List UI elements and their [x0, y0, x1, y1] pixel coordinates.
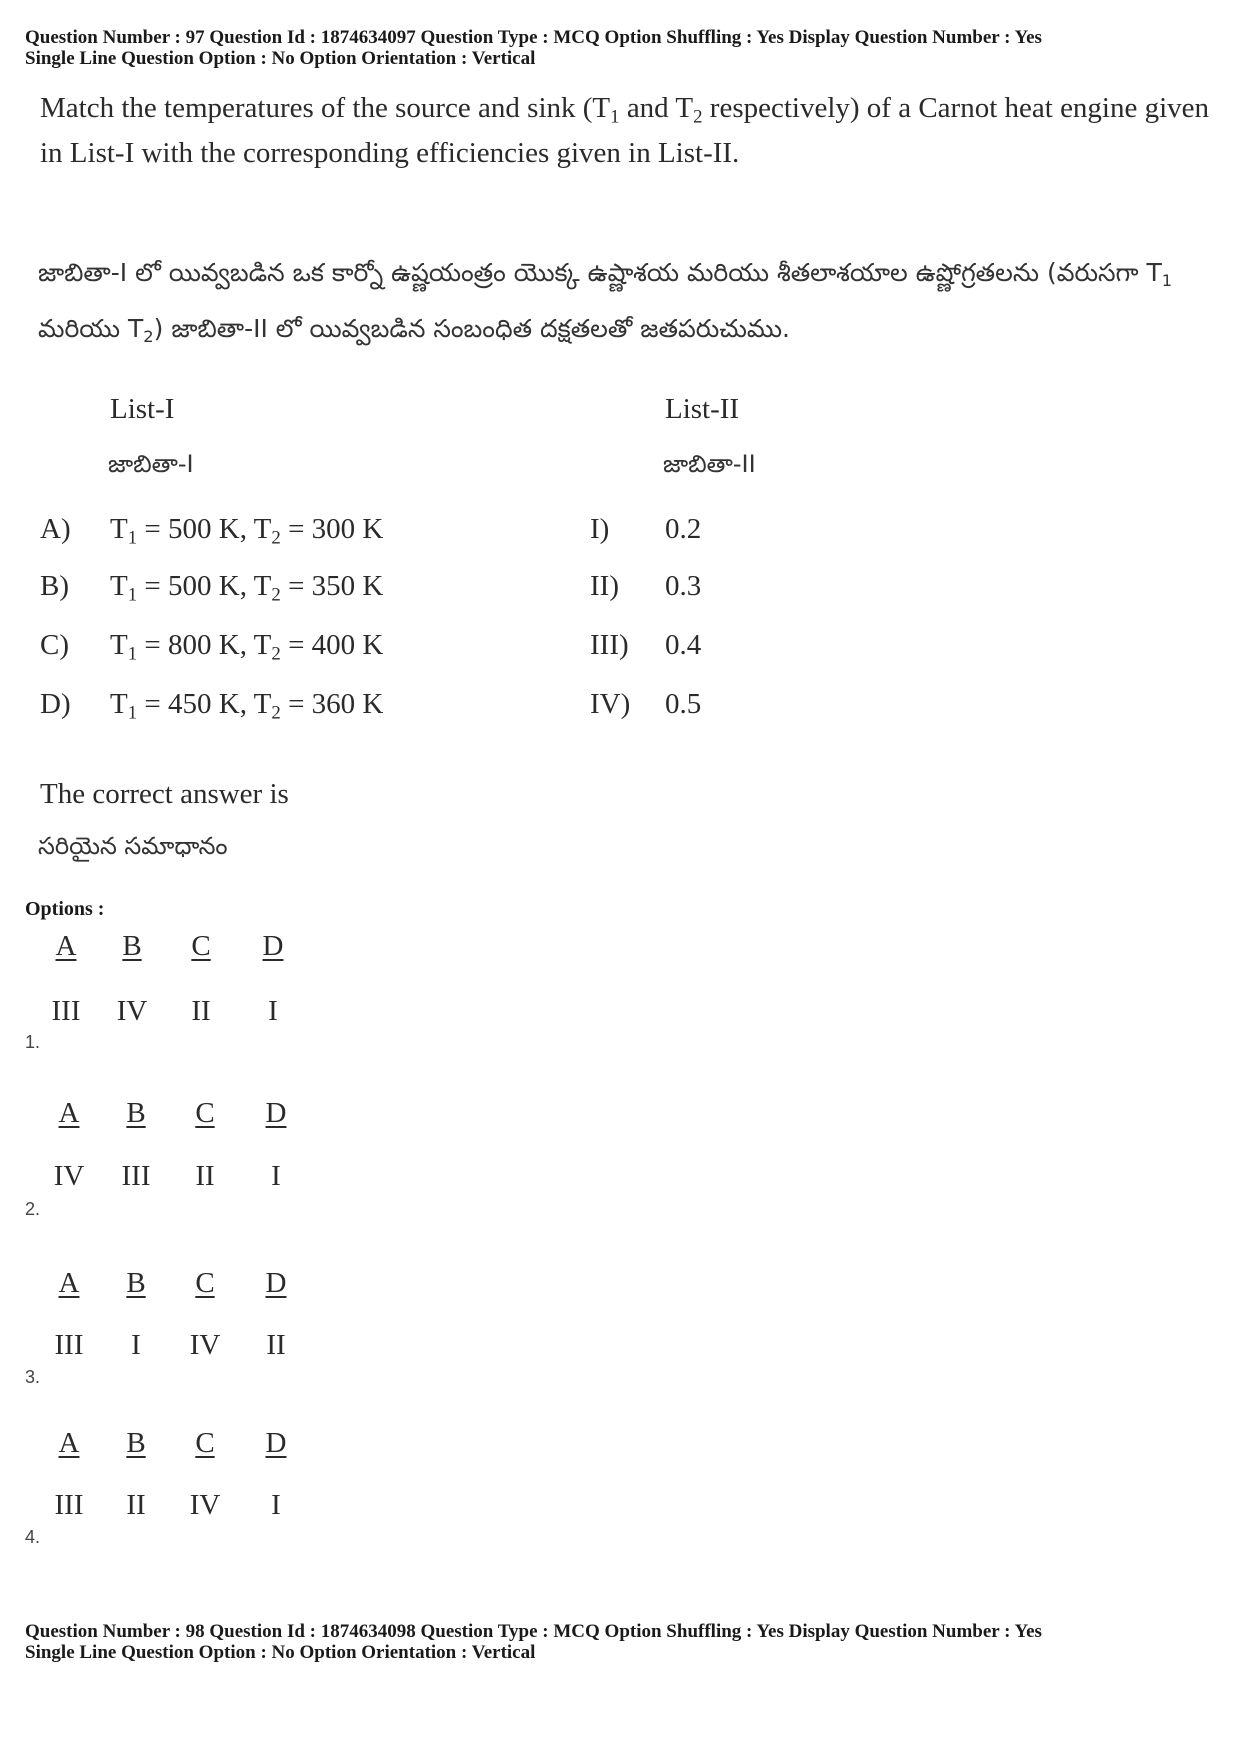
t2-value: = 360 K — [288, 688, 384, 720]
q-en-sub2: 2 — [693, 106, 703, 128]
option-4[interactable] — [0, 1427, 400, 1577]
option-value-d: I — [271, 1160, 281, 1192]
t1-sub: 1 — [127, 643, 138, 665]
row-temperatures — [110, 570, 384, 606]
answer-prompt-english: The correct answer is — [40, 778, 289, 810]
option-1[interactable] — [0, 930, 400, 1080]
t2-sub: 2 — [271, 643, 281, 665]
t-letter: T — [110, 570, 128, 602]
t2-sub: 2 — [271, 702, 281, 724]
option-value-a: III — [54, 1329, 84, 1361]
option-header-a: A — [58, 1267, 80, 1299]
q-te-part3: ) జాబితా-II లో యివ్వబడిన సంబంధిత దక్షతలతో జతపరుచుము. — [153, 314, 790, 343]
t1-value: = 500 K, T — [144, 570, 272, 602]
t-letter: T — [110, 688, 128, 720]
meta-line-2: Single Line Question Option : No Option Orientation : Vertical — [25, 48, 536, 69]
option-number: 3. — [25, 1367, 41, 1387]
option-header-a: A — [58, 1097, 80, 1129]
roman-label: IV) — [590, 688, 631, 720]
option-header-c: C — [195, 1097, 215, 1129]
option-header-b: B — [122, 930, 142, 962]
t2-value: = 400 K — [288, 629, 384, 661]
option-header-b: B — [126, 1097, 146, 1129]
option-header-c: C — [195, 1427, 215, 1459]
option-header-a: A — [55, 930, 77, 962]
efficiency-value: 0.2 — [665, 513, 702, 545]
option-header-d: D — [265, 1267, 287, 1299]
row-label: A) — [40, 513, 71, 545]
q-te-sub2: 2 — [143, 326, 154, 346]
option-value-b: I — [131, 1329, 141, 1361]
option-value-d: II — [266, 1329, 286, 1361]
option-header-b: B — [126, 1427, 146, 1459]
option-value-c: II — [191, 995, 211, 1027]
row-temperatures — [110, 629, 384, 665]
row-label: B) — [40, 570, 69, 602]
option-value-b: II — [126, 1489, 146, 1521]
roman-label: III) — [590, 629, 629, 661]
option-value-c: II — [195, 1160, 215, 1192]
roman-label: II) — [590, 570, 619, 602]
meta-line-2: Single Line Question Option : No Option Orientation : Vertical — [25, 1642, 536, 1663]
t2-sub: 2 — [271, 584, 281, 606]
option-value-c: IV — [189, 1489, 221, 1521]
options-label: Options : — [25, 898, 105, 920]
list2-title: List-II — [665, 393, 740, 425]
t1-value: = 500 K, T — [144, 513, 272, 545]
option-number: 4. — [25, 1527, 41, 1547]
list-row-d — [40, 688, 840, 728]
efficiency-value: 0.5 — [665, 688, 702, 720]
t2-sub: 2 — [271, 527, 281, 549]
row-label: C) — [40, 629, 69, 661]
question-meta-bottom — [25, 1621, 1042, 1663]
list2-title-telugu: జాబితా-II — [663, 450, 756, 478]
answer-prompt-telugu: సరియైన సమాధానం — [38, 832, 228, 860]
option-header-c: C — [195, 1267, 215, 1299]
q-te-sub1: 1 — [1161, 270, 1173, 290]
meta-line-1: Question Number : 97 Question Id : 1874634097 Question Type : MCQ Option Shuffling : Yes Display Question Number : Yes — [25, 27, 1042, 48]
option-value-a: III — [51, 995, 81, 1027]
question-text-telugu — [38, 245, 1218, 357]
option-value-c: IV — [189, 1329, 221, 1361]
t1-sub: 1 — [127, 527, 138, 549]
list1-title-telugu: జాబితా-I — [108, 450, 194, 478]
option-value-b: IV — [116, 995, 148, 1027]
roman-label: I) — [590, 513, 610, 545]
list-row-a — [40, 513, 840, 553]
question-text-english — [40, 86, 1210, 176]
q-en-part1: Match the temperatures of the source and sink (T — [40, 92, 611, 124]
t-letter: T — [110, 513, 128, 545]
t-letter: T — [110, 629, 128, 661]
option-header-d: D — [265, 1427, 287, 1459]
option-header-d: D — [265, 1097, 287, 1129]
efficiency-value: 0.3 — [665, 570, 702, 602]
row-label: D) — [40, 688, 71, 720]
option-header-c: C — [191, 930, 211, 962]
option-value-d: I — [271, 1489, 281, 1521]
list-row-b — [40, 570, 840, 610]
option-header-b: B — [126, 1267, 146, 1299]
q-te-part1: జాబితా-I లో యివ్వబడిన ఒక కార్నో ఉష్ణయంత్రం యొక్క ఉష్ణాశయ మరియు శీతలాశయాల ఉష్ణోగ్రతలను (వరుసగా T — [38, 258, 1162, 287]
option-3[interactable] — [0, 1267, 400, 1417]
option-2[interactable] — [0, 1097, 400, 1247]
row-temperatures — [110, 688, 384, 724]
t1-value: = 800 K, T — [144, 629, 272, 661]
option-value-a: III — [54, 1489, 84, 1521]
option-value-d: I — [268, 995, 278, 1027]
option-number: 1. — [25, 1032, 41, 1052]
t1-sub: 1 — [127, 702, 138, 724]
efficiency-value: 0.4 — [665, 629, 702, 661]
t1-sub: 1 — [127, 584, 138, 606]
t2-value: = 350 K — [288, 570, 384, 602]
option-value-b: III — [121, 1160, 151, 1192]
option-value-a: IV — [53, 1160, 85, 1192]
t1-value: = 450 K, T — [144, 688, 272, 720]
question-meta-top — [25, 27, 1042, 69]
q-en-part3: respectively) of a Carnot heat engine given in List-I with the corresponding efficiencies given in List-II. — [40, 92, 1210, 169]
q-te-part2: మరియు T — [38, 314, 144, 343]
q-en-part2: and T — [619, 92, 694, 124]
list1-title: List-I — [110, 393, 175, 425]
q-en-sub1: 1 — [610, 106, 620, 128]
t2-value: = 300 K — [288, 513, 384, 545]
option-number: 2. — [25, 1199, 41, 1219]
list-row-c — [40, 629, 840, 669]
option-header-d: D — [262, 930, 284, 962]
option-header-a: A — [58, 1427, 80, 1459]
row-temperatures — [110, 513, 384, 549]
meta-line-1: Question Number : 98 Question Id : 1874634098 Question Type : MCQ Option Shuffling : Yes Display Question Number : Yes — [25, 1621, 1042, 1642]
